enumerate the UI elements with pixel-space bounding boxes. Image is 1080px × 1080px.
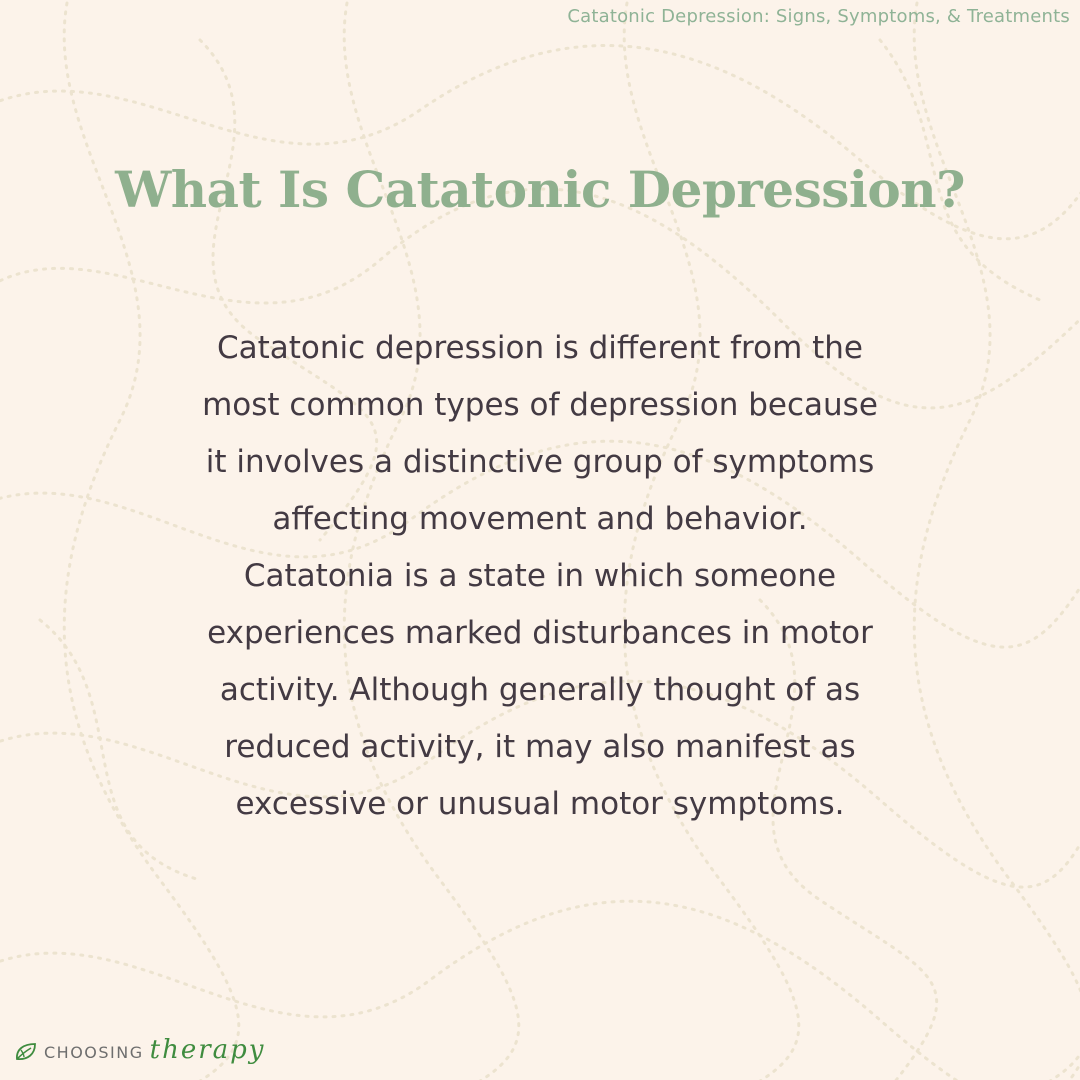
- brand-wordmark: CHOOSING: [44, 1042, 144, 1062]
- page-title: What Is Catatonic Depression?: [115, 160, 965, 219]
- body-line: Catatonic depression is different from the: [216, 330, 864, 366]
- body-line: affecting movement and behavior.: [272, 501, 808, 537]
- brand-logo: [14, 1032, 265, 1072]
- body-line: most common types of depression because: [202, 387, 878, 423]
- body-line: experiences marked disturbances in motor: [207, 615, 873, 651]
- body-line: Catatonia is a state in which someone: [243, 558, 837, 594]
- body-line: excessive or unusual motor symptoms.: [235, 786, 845, 822]
- brand-script: therapy: [149, 1035, 266, 1065]
- body-line: activity. Although generally thought of as: [219, 672, 861, 708]
- body-line: reduced activity, it may also manifest as: [224, 729, 856, 765]
- body-paragraph: [140, 320, 940, 833]
- body-line: it involves a distinctive group of symptoms: [205, 444, 875, 480]
- topline-title: Catatonic Depression: Signs, Symptoms, & Treatments: [567, 6, 1070, 27]
- leaf-icon: [14, 1041, 38, 1063]
